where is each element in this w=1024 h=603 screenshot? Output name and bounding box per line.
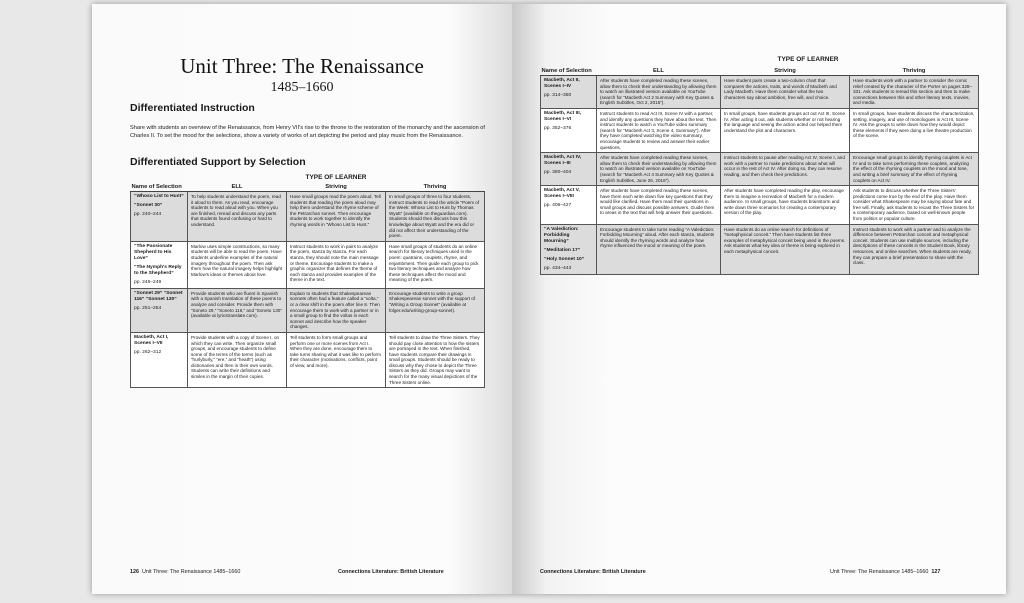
table-row xyxy=(541,76,979,109)
page-range: pp. 251–254 xyxy=(134,305,162,311)
striving-cell: Explain to students that Shakespearean sonnets often had a feature called a “volta,” or a clear shift in the poem after line 8. Then encourage them to work with a partner or in a small group to find the voltas in each sonnet and describe how the speaker changes. xyxy=(287,288,386,332)
selection-name-cell xyxy=(541,108,597,152)
footer-book-right xyxy=(540,569,646,575)
ell-cell: After students have completed reading these scenes, have them each write down five key questions that they would like clarified. Have them read their questions in small groups and discuss possible answers. Guide them to areas in the text that will help answer their questions. xyxy=(597,186,721,225)
ell-cell: Instruct students to read Act III, Scene IV with a partner, and identify any questions they have about the text. Then instruct students to watch a YouTube video summary (search for “Macbeth Act 3, Scene 4, Summary”). After they have completed watching the video summary, encourage students to review and answer their earlier questions. xyxy=(597,108,721,152)
selection-title: “Holy Sonnet 10” xyxy=(544,256,585,262)
selection-title: “A Valediction: Forbidding Mourning” xyxy=(544,226,579,244)
ell-cell: Marlow uses simple constructions, so many students will be able to read the poem. Have students underline examples of the natural imagery throughout the poem. Then ask them how the natural imagery helps highlight Marlow's ideas or themes about love. xyxy=(188,241,287,288)
col-header-ell: ELL xyxy=(188,184,287,192)
thriving-cell: Ask students to discuss whether the Three Sisters' predictions come true by the end of the play. Have them consider what Shakespeare may be saying about fate and free will. Finally, ask students to recast the Three Sisters for a contemporary audience, based on well-known people from politics or popular culture. xyxy=(850,186,979,225)
thriving-cell: Tell students to draw the Three Sisters. They should pay close attention to how the sisters are portrayed in the text. When finished, have students compare their drawings in small groups. Students should be ready to discuss why they chose to depict the Three Sisters as they did. Groups may want to search for the many visual depictions of the Three Sisters online. xyxy=(386,332,485,387)
footer-running-title-right: Unit Three: The Renaissance 1485–1660 xyxy=(830,569,929,575)
page-range: pp. 380–404 xyxy=(544,170,572,176)
striving-cell: Tell students to form small groups and perform one or more scenes from Act I. When they are done, encourage them to take turns sharing what it was like to perform their character (motivations, conflicts, point of view, and more). xyxy=(287,332,386,387)
selection-title: “The Passionate Shepherd to His Love” xyxy=(134,243,173,261)
intro-paragraph: Share with students an overview of the Renaissance, from Henry VII's rise to the throne to the restoration of the monarchy and the ascension of Charles II. To set the mood for the selections, show a variety of works of art depicting the period and play music from the Renaissance. xyxy=(130,125,485,140)
striving-cell: Have student pairs create a two-column chart that compares the actions, traits, and words of Macbeth and Lady Macbeth. Have them consider what the two characters say about ambition, free will, and choice. xyxy=(721,76,850,109)
type-of-learner-label: TYPE OF LEARNER xyxy=(305,174,367,181)
striving-cell: Have small groups read the poem aloud. Tell students that reading the poem aloud may help them understand the rhyme scheme of the Petrarchan sonnet. Then encourage students to work together to identify the rhyming words in “Whoso List to Hunt.” xyxy=(287,192,386,242)
thriving-cell: In small groups of three to four students, instruct students to read the article “Poem of the Week: Whoso List to Hunt by Thomas Wyatt” (available on theguardian.com). Students should then discuss how this knowledge about Wyatt and the era did or did not affect their understanding of the poem. xyxy=(386,192,485,242)
selection-title: “Meditation 17” xyxy=(544,247,581,253)
footer-page-number-left: 126 xyxy=(130,569,139,575)
footer-book-title-right: Connections Literature: British Literature xyxy=(540,569,646,575)
col-header-selection: Name of Selection xyxy=(131,184,188,192)
heading-differentiated-instruction: Differentiated Instruction xyxy=(130,102,255,114)
table-row xyxy=(131,288,485,332)
page-range: pp. 314–350 xyxy=(544,93,572,98)
page-range: pp. 246–249 xyxy=(134,279,162,285)
col-header-striving-right: Striving xyxy=(721,68,850,76)
col-header-thriving: Thriving xyxy=(386,184,485,192)
ell-cell: After students have completed reading these scenes, allow them to check their understanding by allowing them to watch an illustrated version available on YouTube (search for “Macbeth Act 4 Summary with Key Quotes & English Subtitles, June 26, 2016”). xyxy=(597,153,721,186)
page-range: pp. 406–427 xyxy=(544,203,572,209)
selection-title: Macbeth, Act II, Scenes I–IV xyxy=(544,78,580,89)
selection-name-cell xyxy=(131,332,188,387)
thriving-cell: Encourage students to write a group Shakespearean sonnet with the support of “Writing a Group Sonnet” (available at folger.edu/writing-group-sonnet). xyxy=(386,288,485,332)
footer-right xyxy=(830,569,940,575)
table-row xyxy=(541,108,979,152)
book-spread xyxy=(92,4,1006,594)
thriving-cell: Instruct students to work with a partner and to analyze the difference between Petrarchan conceit and metaphysical conceit. Students can use multiple sources, including the descriptions of these conceits in the Student Book, library resources, and online searches. When students are ready, they can prepare a brief presentation to share with the class. xyxy=(850,224,979,274)
striving-cell: Have students do an online search for definitions of “metaphysical conceit.” Then have students list three examples of metaphysical conceit being used in the poems. Ask students what key idea or theme is being explored in each metaphysical conceit. xyxy=(721,224,850,274)
heading-differentiated-support: Differentiated Support by Selection xyxy=(130,156,306,168)
selection-title: “Whoso List to Hunt” xyxy=(134,194,184,199)
thriving-cell: Have students work with a partner to consider the comic relief created by the character of the Porter on pages 328–331. Ask students to reread this section and then to make connections between this and other literary texts, movies, and media. xyxy=(850,76,979,109)
ell-cell: To help students understand the poem, read it aloud to them. As you read, encourage students to read aloud with you. When you are finished, reread and discuss any parts that students found confusing or hard to understand. xyxy=(188,192,287,242)
page-range: pp. 434–443 xyxy=(544,265,572,271)
table-row xyxy=(541,153,979,186)
ell-cell: Provide students who are fluent in Spanish with a Spanish translation of these poems to analyze and consider. Provide them with “Soneto 29,” “Soneto 116,” and “Soneto 130” (available at lyricstranslate.com). xyxy=(188,288,287,332)
table-row xyxy=(541,186,979,225)
selection-title: Macbeth, Act IV, Scenes I–III xyxy=(544,155,582,167)
left-support-table xyxy=(130,184,485,388)
col-header-striving: Striving xyxy=(287,184,386,192)
thriving-cell: Have small groups of students do an online search for literary techniques used in the poem: quatrains, couplets, rhyme, and enjambment. Then guide each group to pick two literary techniques and analyze how these techniques affect the mood and meaning of the poem. xyxy=(386,241,485,288)
footer-page-number-right: 127 xyxy=(931,569,941,575)
striving-cell: Instruct students to work in pairs to analyze the poem, stanza by stanza. For each stanza, they should note the main message or theme. Encourage students to make a graphic organizer that defines the theme of each stanza and provides examples of the theme in the text. xyxy=(287,241,386,288)
footer-book-left xyxy=(338,569,444,575)
ell-cell: Encourage students to take turns reading “A Valediction: Forbidding Mourning” aloud. After each stanza, students should identify the rhyming words and analyze how rhyme influenced the mood or meaning of the poem. xyxy=(597,224,721,274)
selection-title: “Sonnet 30” xyxy=(134,203,163,208)
selection-name-cell xyxy=(131,192,188,242)
page-range: pp. 352–376 xyxy=(544,125,572,131)
ell-cell: Provide students with a copy of Scene I, on which they can write. Then organize small groups, and encourage students to define some of the terms of the terms (such as “hurlyburly,” “ere,” and “heath”) using dictionaries and then in their own words. Students can write their definitions and similes in the margin of their copies. xyxy=(188,332,287,387)
selection-name-cell xyxy=(131,241,188,288)
left-page xyxy=(92,4,512,594)
striving-cell: Instruct students to pause after reading Act IV, Scene I, and work with a partner to make predictions about what will occur in the rest of Act IV. After doing so, they can resume reading, and then check their predictions. xyxy=(721,153,850,186)
page-range: pp. 240–244 xyxy=(134,212,162,217)
striving-cell: In small groups, have students groups act out Act III, Scene IV. After acting it out, ask students whether or not hearing the language and seeing the action acted out helped them understand the plot and characters. xyxy=(721,108,850,152)
selection-name-cell xyxy=(541,186,597,225)
left-table-body xyxy=(131,192,485,388)
page-range: pp. 262–312 xyxy=(134,349,162,355)
ell-cell: After students have completed reading these scenes, allow them to check their understanding by allowing them to watch an illustrated version available on YouTube (search for “Macbeth Act 2 Summary with Key Quotes & English Subtitles, Oct 2, 2015”). xyxy=(597,76,721,109)
type-of-learner-label-right: TYPE OF LEARNER xyxy=(777,56,839,63)
footer-left xyxy=(130,569,240,575)
footer-running-title-left: Unit Three: The Renaissance 1485–1660 xyxy=(142,569,241,575)
table-row xyxy=(131,192,485,242)
table-row xyxy=(131,241,485,288)
unit-years: 1485–1660 xyxy=(270,80,334,95)
thriving-cell: In small groups, have students discuss the characterization, setting, imagery, and use of monologues in Act III, Scene IV. Ask the groups to write down how they would depict these elements if they were doing a live theatre production of the scene. xyxy=(850,108,979,152)
selection-title: “Sonnet 29” “Sonnet 116” “Sonnet 130” xyxy=(134,290,183,302)
right-table-body xyxy=(541,76,979,275)
col-header-thriving-right: Thriving xyxy=(850,68,979,76)
selection-title: Macbeth, Act V, Scenes I–VIII xyxy=(544,188,580,200)
col-header-ell-right: ELL xyxy=(597,68,721,76)
thriving-cell: Encourage small groups to identify rhyming couplets in Act IV and to take turns performing these couplets, analyzing the effect of the rhyming couplets on the mood and tone, and writing a brief summary of the effect of rhyming couplets on Act IV. xyxy=(850,153,979,186)
selection-title: “The Nymph's Reply to the Shepherd” xyxy=(134,264,182,276)
selection-title: Macbeth, Act III, Scenes I–VI xyxy=(544,110,582,122)
striving-cell: After students have completed reading the play, encourage them to imagine a recreation of Macbeth for a modern audience. In small groups, have students brainstorm and write down three scenarios for creating a contemporary version of the play. xyxy=(721,186,850,225)
table-row xyxy=(131,332,485,387)
selection-name-cell xyxy=(541,224,597,274)
selection-title: Macbeth, Act I, Scenes I–VII xyxy=(134,334,169,346)
selection-name-cell xyxy=(541,153,597,186)
footer-book-title-left: Connections Literature: British Literature xyxy=(338,569,444,575)
selection-name-cell xyxy=(541,76,597,109)
selection-name-cell xyxy=(131,288,188,332)
right-support-table xyxy=(540,68,979,275)
right-page xyxy=(512,4,1006,594)
table-row xyxy=(541,224,979,274)
col-header-selection-right: Name of Selection xyxy=(541,68,597,76)
unit-title: Unit Three: The Renaissance xyxy=(180,54,424,78)
